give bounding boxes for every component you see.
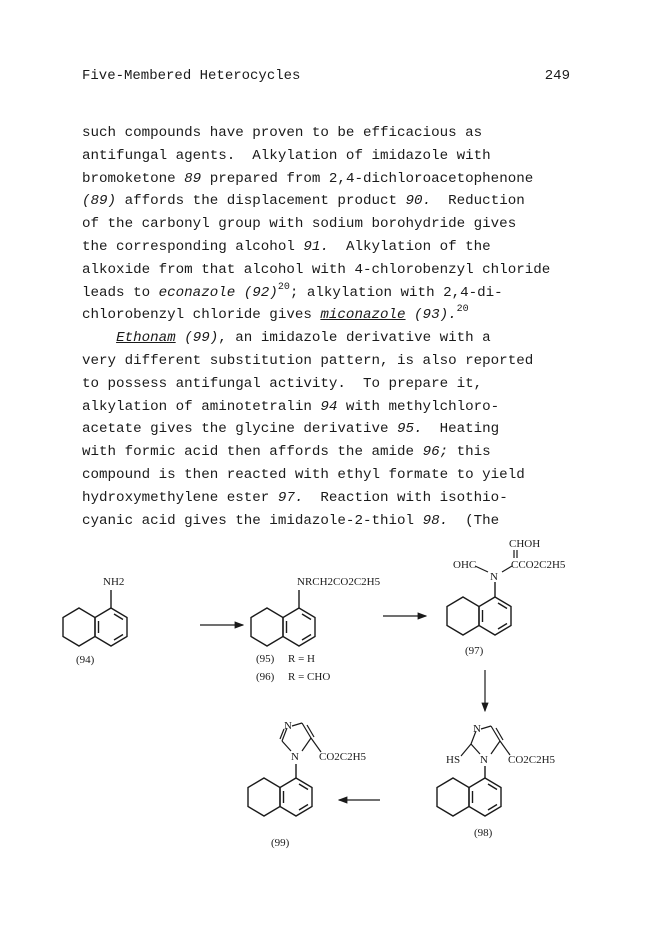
text-line: the corresponding alcohol 91. Alkylation of the [82,238,491,255]
body-paragraphs [82,122,602,532]
text-line: bromoketone 89 prepared from 2,4-dichloroacetophenone [82,170,534,187]
compound-97 [447,538,566,657]
reaction-scheme [0,530,662,860]
text-line: cyanic acid gives the imidazole-2-thiol 98. (The [82,512,500,529]
text-line: antifungal agents. Alkylation of imidazole with [82,147,491,164]
nitrogen-99-n1: N [291,751,299,763]
text-line: very different substitution pattern, is also reported [82,352,534,369]
compound-label-95: (95) [256,653,275,665]
substituent-95: NRCH2CO2C2H5 [297,576,381,588]
r-definition-95: R = H [288,653,315,665]
text-line: (89) affords the displacement product 90. Reduction [82,193,525,210]
compound-label-98: (98) [474,827,493,839]
hydroxymethylene-group: CHOH [509,538,541,550]
ester-group-97: CCO2C2H5 [511,559,566,571]
formyl-group: OHC [453,559,477,571]
thiol-group: HS [446,754,461,766]
reference-20: 20 [277,281,290,293]
r-definition-96: R = CHO [288,671,331,683]
compound-99 [248,720,367,849]
ester-group-99: CO2C2H5 [319,751,367,763]
nitrogen-97: N [490,571,498,583]
compound-94 [63,576,127,666]
page-header [82,68,570,88]
compound-95-96 [251,576,381,683]
compound-label-94: (94) [76,654,95,666]
compound-98 [437,723,556,839]
compound-label-97: (97) [465,645,484,657]
text-line: with formic acid then affords the amide 96; this [82,444,491,461]
text-line: alkylation of aminotetralin 94 with methylchloro- [82,398,500,415]
text-line: hydroxymethylene ester 97. Reaction with isothio- [82,489,508,506]
ester-group-98: CO2C2H5 [508,754,556,766]
text-line: chlorobenzyl chloride gives miconazole (93).$^{20}$ [82,304,469,324]
nitrogen-98-n3: N [473,723,481,735]
text-line: of the carbonyl group with sodium borohydride gives [82,216,517,233]
reference-20: 20 [456,304,469,316]
nitrogen-98-n1: N [480,754,488,766]
nitrogen-99-n3: N [284,720,292,732]
compound-label-96: (96) [256,671,275,683]
text-line: acetate gives the glycine derivative 95. Heating [82,421,500,438]
text-line: leads to econazole $(92)^{20}$; alkylation with 2,4-di- [82,281,503,301]
amine-group: NH2 [103,576,125,588]
compound-label-99: (99) [271,837,290,849]
text-line: compound is then reacted with ethyl formate to yield [82,466,525,483]
page-number: 249 [544,68,570,84]
text-line: to possess antifungal activity. To prepare it, [82,375,483,392]
text-line: Ethonam (99), an imidazole derivative with a [116,330,491,347]
text-line: such compounds have proven to be efficacious as [82,125,483,141]
text-line: alkoxide from that alcohol with 4-chlorobenzyl chloride [82,261,551,278]
running-title: Five-Membered Heterocycles [82,68,301,84]
